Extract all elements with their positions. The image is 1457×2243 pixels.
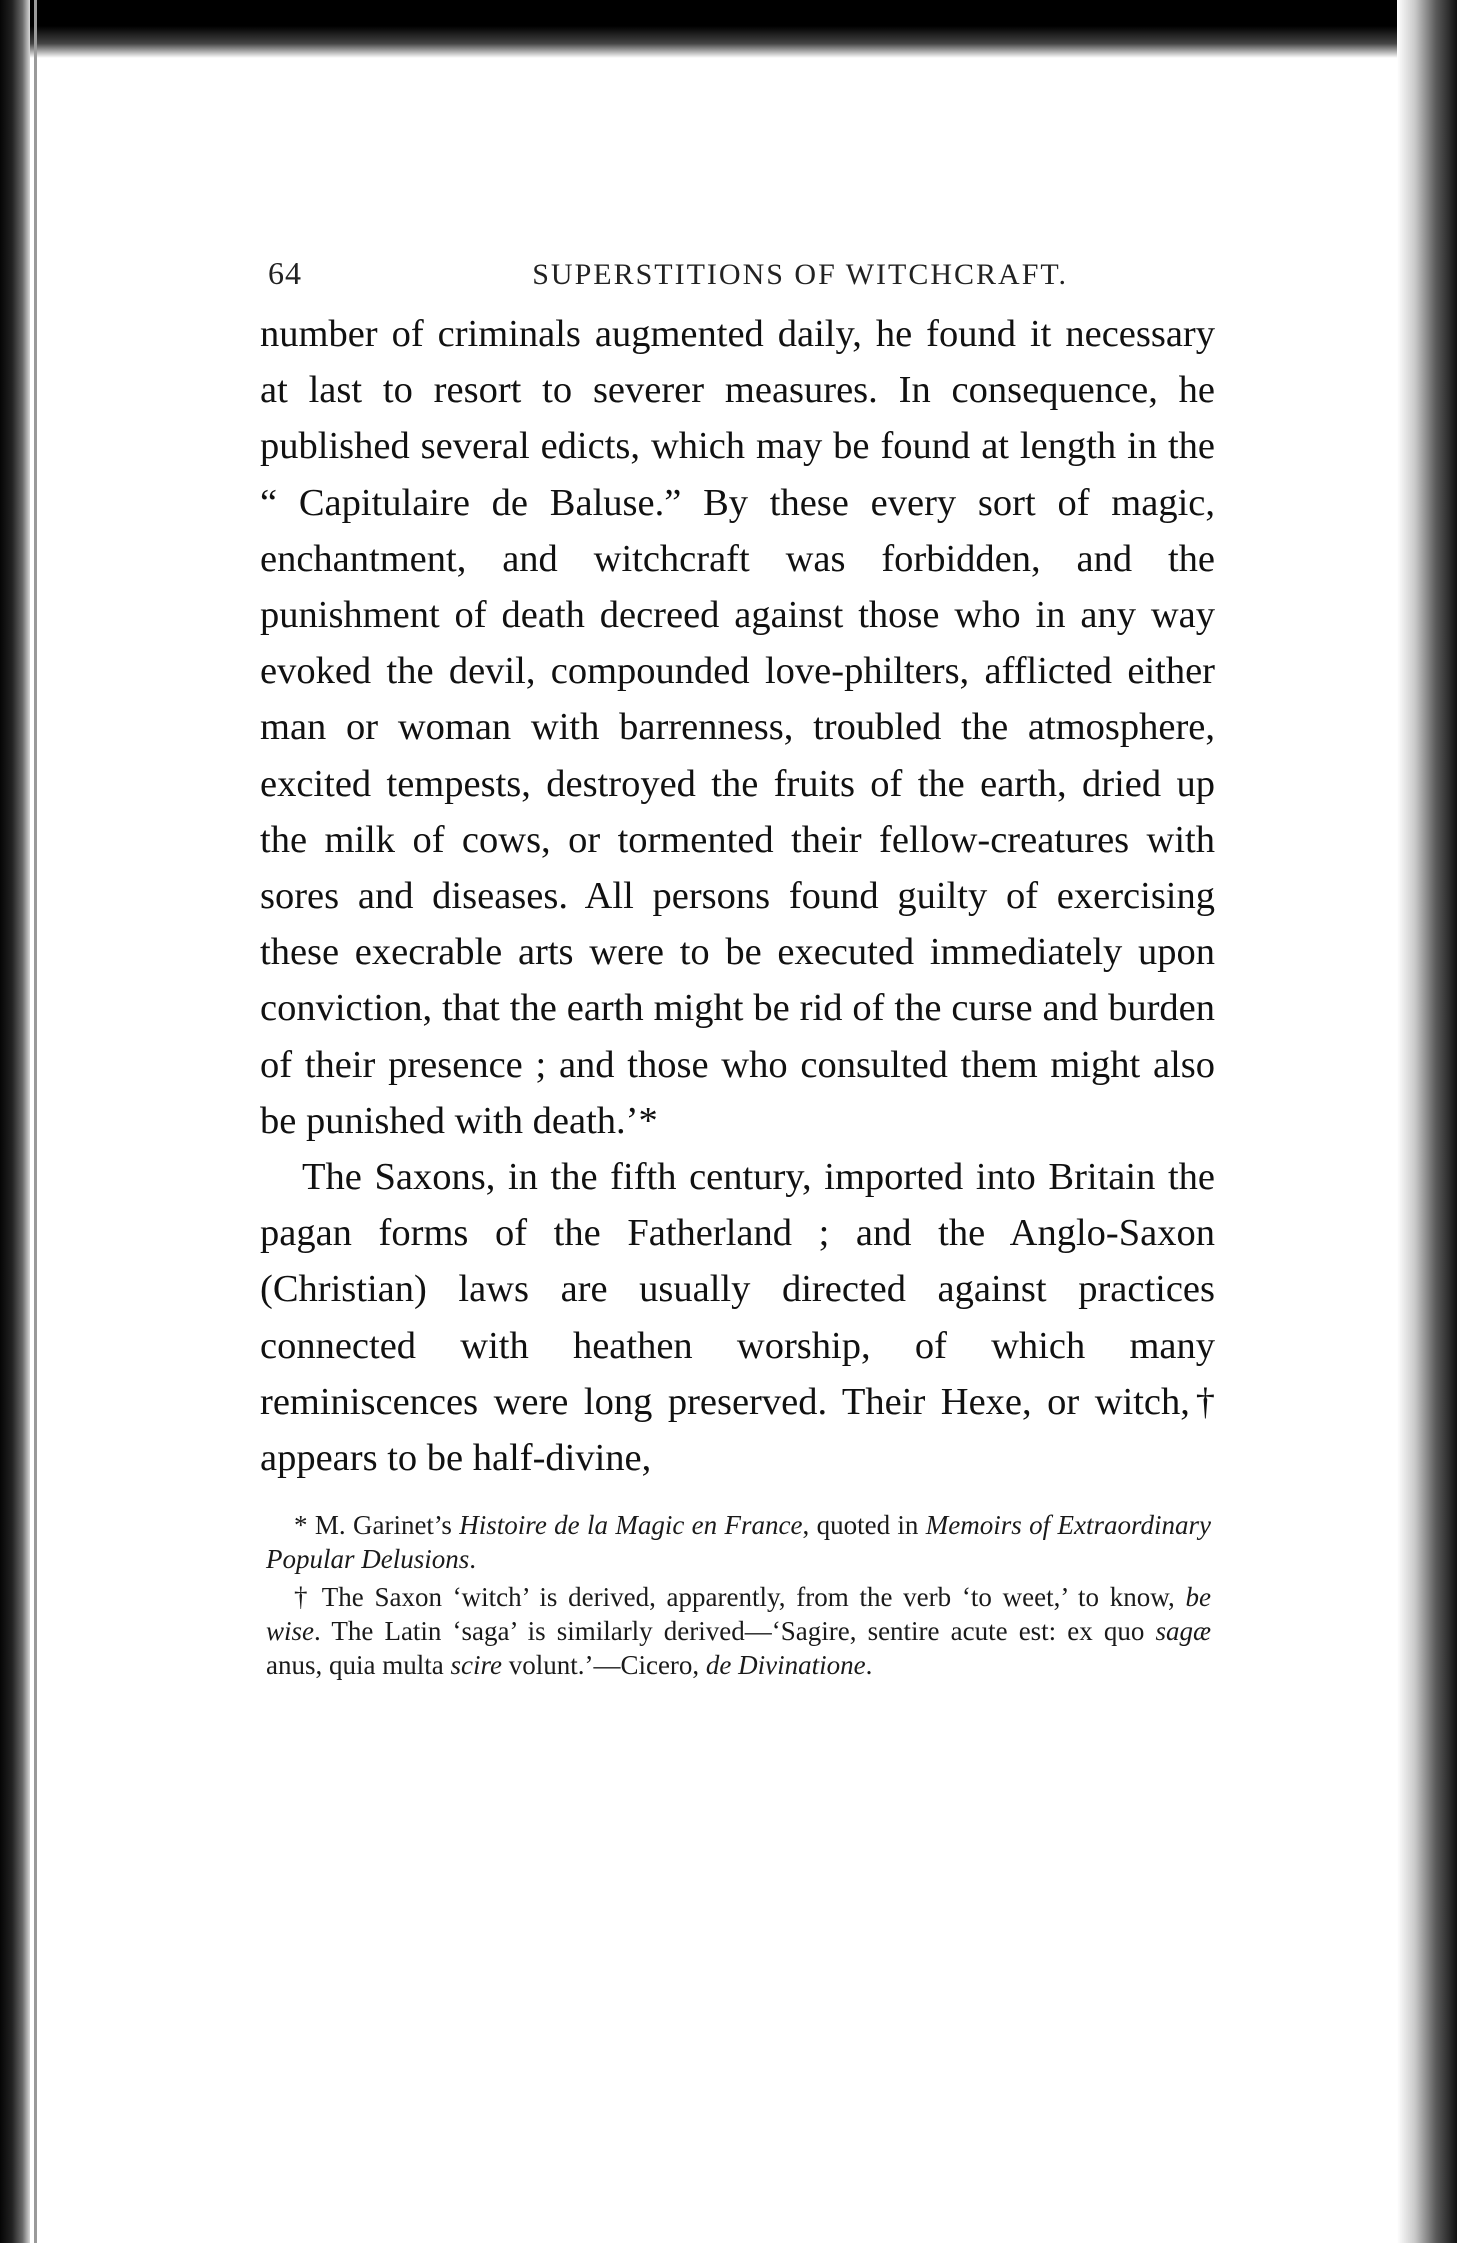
body-text — [260, 306, 1215, 1486]
footnote-1 — [266, 1508, 1211, 1576]
book-page — [260, 255, 1220, 1686]
footnote-2-italic-3: scire — [450, 1650, 502, 1681]
footnote-2-italic-4: de Divinatione — [705, 1650, 866, 1681]
footnote-2-italic-1: be wise — [266, 1582, 1211, 1647]
footnote-2-part-4: volunt.’—Cicero, — [501, 1650, 706, 1681]
footnotes — [266, 1508, 1211, 1682]
footnote-1-prefix: * M. Garinet’s — [294, 1510, 460, 1541]
paragraph-2: The Saxons, in the fifth century, imported into Britain the pagan forms of the Fatherland ; and the Anglo-Saxon (Christian) laws are usually directed against practices connected with heathen worship, of which many reminiscences were long preserved. Their Hexe, or witch,† appears to be half-divine, — [260, 1156, 1215, 1480]
footnote-2-part-1: † The Saxon ‘witch’ is derived, apparently, from the verb ‘to weet,’ to know, — [294, 1582, 1186, 1613]
page-number: 64 — [268, 255, 302, 291]
footnote-2-part-2: . The Latin ‘saga’ is similarly derived—‘Sagire, sentire acute est: ex quo — [314, 1616, 1156, 1647]
scan-top-edge — [0, 0, 1457, 58]
paragraph-1: number of criminals augmented daily, he found it necessary at last to resort to severer measures. In consequence, he published several edicts, which may be found at length in the “ Capitulaire de Baluse.” By these every sort of magic, enchantment, and witchcraft was forbidden, and the punishment of death decreed against those who in any way evoked the devil, compounded love-philters, afflicted either man or woman with barrenness, troubled the atmosphere, excited tempests, destroyed the fruits of the earth, dried up the milk of cows, or tormented their fellow-creatures with sores and diseases. All persons found guilty of exercising these execrable arts were to be executed immediately upon conviction, that the earth might be rid of the curse and burden of their presence ; and those who consulted them might also be punished with death.’* — [260, 313, 1215, 1142]
footnote-2-part-5: . — [865, 1650, 873, 1681]
binding-shadow-line — [34, 0, 37, 2243]
page-right-edge — [1397, 0, 1457, 2243]
footnote-2 — [266, 1580, 1211, 1682]
footnote-2-part-3: anus, quia multa — [266, 1650, 451, 1681]
running-title: SUPERSTITIONS OF WITCHCRAFT. — [532, 258, 1068, 291]
footnote-1-title-2: Memoirs of Extraordinary Popular Delusions — [266, 1510, 1211, 1575]
footnote-1-title-1: Histoire de la Magic en France — [459, 1510, 803, 1541]
footnote-2-italic-2: sagæ — [1155, 1616, 1211, 1647]
footnote-1-suffix: . — [469, 1544, 477, 1575]
book-binding-edge — [0, 0, 30, 2243]
footnote-1-middle: , quoted in — [802, 1510, 926, 1541]
running-head — [268, 255, 1068, 292]
